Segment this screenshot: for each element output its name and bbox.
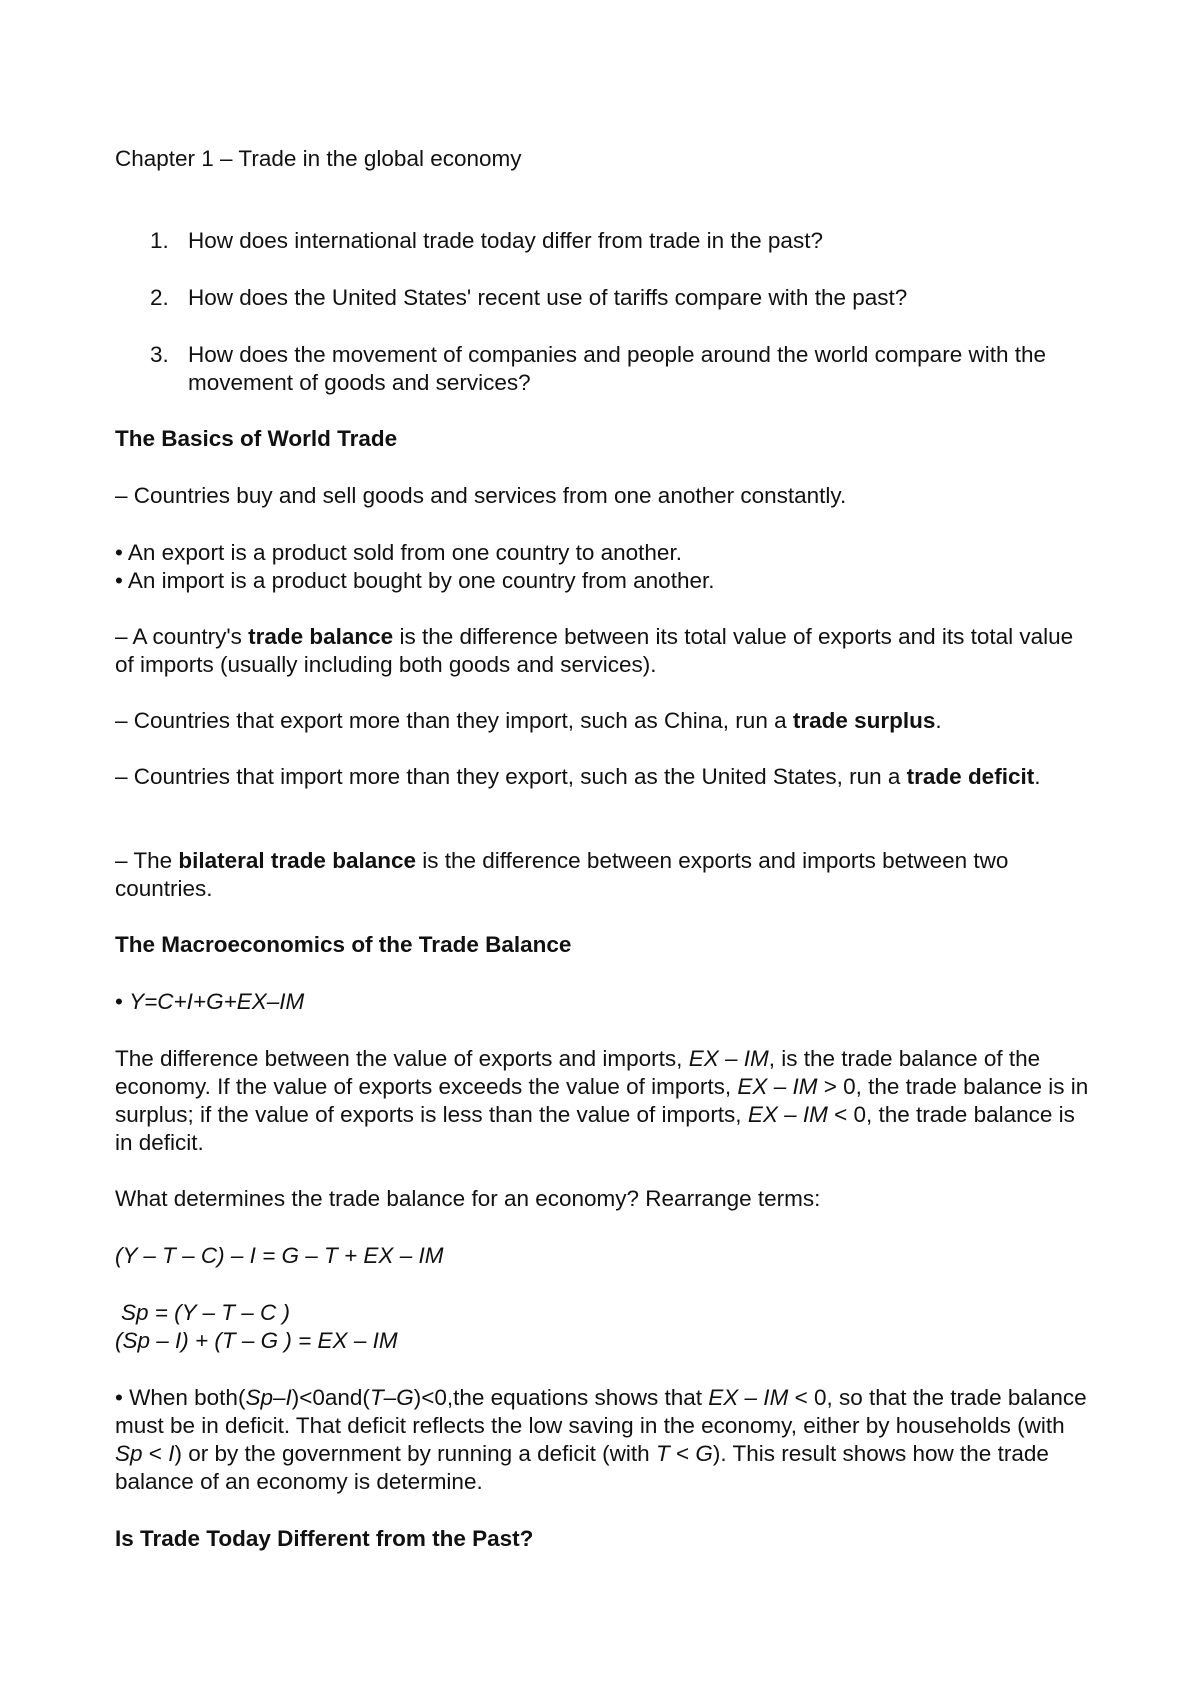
definition-text: – Countries that import more than they export, such as the United States, run a	[115, 764, 907, 789]
definition-term: trade surplus	[792, 708, 936, 733]
question-number: 2.	[150, 285, 169, 310]
trade-balance-paragraph	[115, 1045, 1090, 1157]
bullet-export: • An export is a product sold from one country to another.	[115, 540, 682, 565]
math-term: T	[655, 1441, 670, 1466]
definition-term: bilateral trade balance	[178, 848, 416, 873]
paragraph-text: <	[669, 1441, 696, 1466]
rearrange-question: What determines the trade balance for an economy? Rearrange terms:	[115, 1186, 821, 1211]
paragraph-text: )<0,the equations shows that	[413, 1385, 709, 1410]
math-term: EX – IM	[747, 1102, 828, 1127]
paragraph-text: , is the trade balance of the economy. If the value of exports exceeds the value of imports,	[115, 1046, 1041, 1099]
definition-text: – A country's	[115, 624, 249, 649]
question-text: How does the United States' recent use of tariffs compare with the past?	[188, 285, 908, 310]
equation-3: (Sp – I) + (T – G ) = EX – IM	[115, 1328, 398, 1353]
definition-trade-balance	[115, 623, 1090, 679]
paragraph-text: ). This result shows how the trade balance of an economy is determine.	[115, 1441, 1049, 1494]
definition-term: trade deficit	[906, 764, 1035, 789]
math-term: EX – IM	[737, 1074, 818, 1099]
math-term: Sp–I	[245, 1385, 292, 1410]
intro-paragraph: – Countries buy and sell goods and services from one another constantly.	[115, 483, 847, 508]
paragraph-text: < 0, the trade balance is in deficit.	[115, 1102, 1075, 1155]
page-title: Chapter 1 – Trade in the global economy	[115, 146, 522, 171]
paragraph-text: The difference between the value of exports and imports,	[115, 1046, 689, 1071]
question-item	[140, 284, 1090, 312]
paragraph-text: )<0and(	[291, 1385, 370, 1410]
formula-bullet	[115, 988, 1090, 1016]
math-term: G	[695, 1441, 713, 1466]
math-term: Sp	[115, 1441, 143, 1466]
question-number: 1.	[150, 228, 169, 253]
definition-text: – Countries that export more than they import, such as China, run a	[115, 708, 793, 733]
question-text: How does the movement of companies and people around the world compare with the movement of goods and services?	[188, 342, 1046, 395]
question-text: How does international trade today differ from trade in the past?	[188, 228, 823, 253]
definition-text: .	[935, 708, 942, 733]
section-heading-basics: The Basics of World Trade	[115, 426, 398, 451]
paragraph-text: ) or by the government by running a deficit (with	[174, 1441, 656, 1466]
paragraph-text: > 0, the trade balance is in surplus; if the value of exports is less than the value of imports,	[115, 1074, 1089, 1127]
definition-text: .	[1034, 764, 1041, 789]
definition-text: is the difference between its total value of exports and its total value of imports (usually including both goods and services).	[115, 624, 1074, 677]
paragraph-text: • When both(	[115, 1385, 246, 1410]
question-number: 3.	[150, 342, 169, 367]
section-heading-trade-today: Is Trade Today Different from the Past?	[115, 1526, 534, 1551]
equation-2: Sp = (Y – T – C )	[121, 1300, 291, 1325]
section-heading-macroeconomics: The Macroeconomics of the Trade Balance	[115, 932, 572, 957]
definition-text: – The	[115, 848, 179, 873]
math-term: EX – IM	[688, 1046, 769, 1071]
equation-1: (Y – T – C) – I = G – T + EX – IM	[115, 1243, 444, 1268]
paragraph-text: <	[142, 1441, 169, 1466]
formula: Y=C+I+G+EX–IM	[129, 989, 305, 1014]
bullet-symbol: •	[115, 989, 130, 1014]
math-term: I	[168, 1441, 175, 1466]
math-term: T–G	[369, 1385, 414, 1410]
paragraph-text: < 0, so that the trade balance must be in deficit. That deficit reflects the low saving in the economy, either by households (with	[115, 1385, 1087, 1438]
deficit-explanation-paragraph	[115, 1384, 1090, 1496]
definition-term: trade balance	[248, 624, 394, 649]
definition-text: is the difference between exports and imports between two countries.	[115, 848, 1009, 901]
export-import-bullets	[115, 539, 1090, 595]
definition-bilateral-trade-balance	[115, 847, 1090, 903]
question-item	[140, 341, 1090, 397]
question-item	[140, 227, 1090, 255]
bullet-import: • An import is a product bought by one country from another.	[115, 568, 715, 593]
definition-trade-deficit	[115, 763, 1090, 791]
math-term: EX – IM	[708, 1385, 789, 1410]
definition-trade-surplus	[115, 707, 1090, 735]
